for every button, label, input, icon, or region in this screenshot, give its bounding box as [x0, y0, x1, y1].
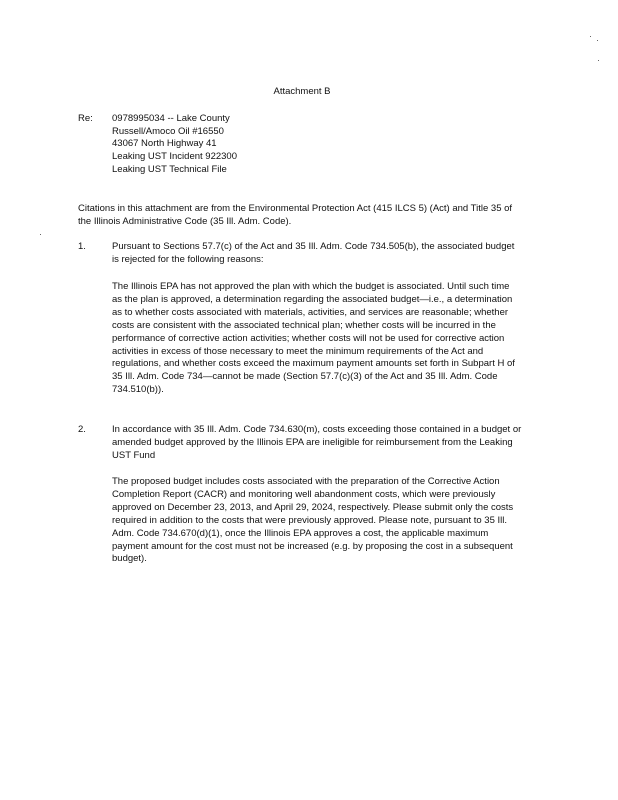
intro-paragraph: Citations in this attachment are from the Environmental Protection Act (415 ILCS 5) (Act) and Title 35 of the Illinois Administrative Code (35 Ill. Adm. Code). — [78, 203, 513, 227]
re-block — [112, 113, 237, 177]
re-line: Leaking UST Incident 922300 — [112, 151, 237, 163]
item-2-number: 2. — [78, 424, 86, 435]
item-2-lead: In accordance with 35 Ill. Adm. Code 734.630(m), costs exceeding those contained in a budget or amended budget approved by the Illinois EPA are ineligible for reimbursement from the Leaking UST Fund — [112, 424, 522, 461]
re-line: Russell/Amoco Oil #16550 — [112, 125, 224, 137]
re-line: 43067 North Highway 41 — [112, 138, 217, 150]
scan-speck — [40, 234, 41, 235]
item-2-detail: The proposed budget includes costs associated with the preparation of the Corrective Action Completion Report (CACR) and monitoring well abandonment costs, which were previously approved on December 23, 2013, and April 29, 2024, respectively. Please submit only the costs required in addition to the costs that were previously approved. Please note, pursuant to 35 Ill. Adm. Code 734.670(d)(1), once the Illinois EPA approves a cost, the applicable maximum payment amount for the cost must not be increased (e.g. by proposing the cost in a subsequent budget). — [112, 476, 514, 565]
item-1-detail: The Illinois EPA has not approved the plan with which the budget is associated. Until such time as the plan is approved, a determination regarding the associated budget—i.e., a determination as to whether costs associated with materials, activities, and services are reasonable; whether costs are consistent with the associated technical plan; whether costs will be incurred in the performance of corrective action activities; whether costs will not be used for corrective action activities in excess of those necessary to meet the minimum requirements of the Act and regulations, and whether costs exceed the maximum payment amounts set forth in Subpart H of 35 Ill. Adm. Code 734—cannot be made (Section 57.7(c)(3) of the Act and 35 Ill. Adm. Code 734.510(b)). — [112, 281, 515, 396]
item-1-lead: Pursuant to Sections 57.7(c) of the Act and 35 Ill. Adm. Code 734.505(b), the associated budget is rejected for the following reasons: — [112, 241, 515, 265]
re-line: Leaking UST Technical File — [112, 163, 227, 175]
scan-speck — [598, 60, 599, 61]
item-1-number: 1. — [78, 241, 86, 252]
page-title: Attachment B — [273, 86, 331, 97]
re-line: 0978995034 -- Lake County — [112, 113, 230, 124]
scan-speck — [590, 36, 591, 37]
scan-speck — [597, 40, 598, 41]
re-label: Re: — [78, 113, 93, 124]
